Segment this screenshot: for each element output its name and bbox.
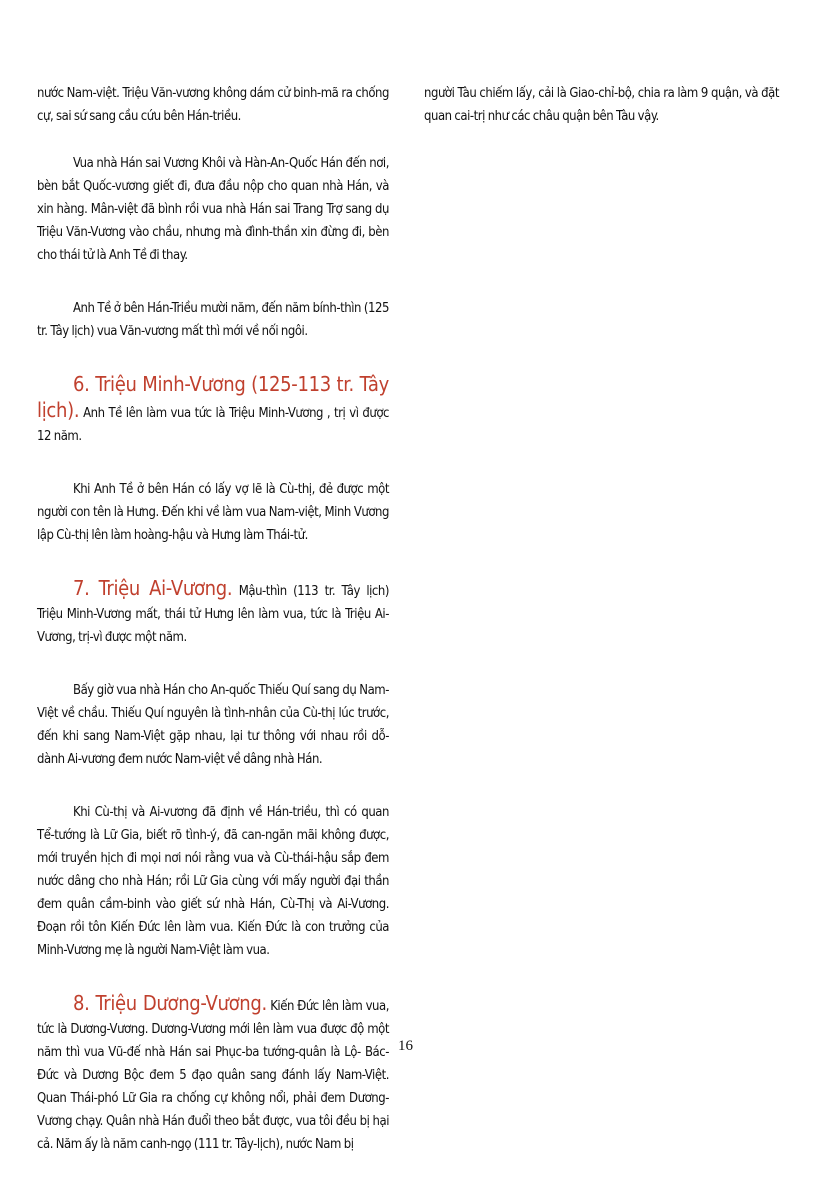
page-number: 16 xyxy=(398,1038,413,1054)
paragraph: Khi Anh Tề ở bên Hán có lấy vợ lẽ là Cù-thị, đẻ được một người con tên là Hưng. Đến khi về làm vua Nam-việt, Minh Vương lập Cù-thị lên làm hoàng-hậu và Hưng làm Thái-tử. xyxy=(37,482,389,543)
paragraph-continuation: nước Nam-việt. Triệu Văn-vương không dám cử binh-mã ra chống cự, sai sứ sang cầu cứu bên Hán-triều. xyxy=(37,86,389,124)
paragraph: Bấy giờ vua nhà Hán cho An-quốc Thiếu Quí sang dụ Nam-Việt về chầu. Thiếu Quí nguyên là tình-nhân của Cù-thị lúc trước, đến khi sang Nam-Việt gặp nhau, lại tư thông với nhau rồi dỗ-dành Ai-vương đem nước Nam-việt về dâng nhà Hán. xyxy=(37,683,389,767)
section-heading-7: 7. Triệu Ai-Vương. xyxy=(73,576,233,600)
section-text-8: Kiến Đức lên làm vua, tức là Dương-Vương. Dương-Vương mới lên làm vua được độ một năm thì vua Vũ-đế nhà Hán sai Phục-ba tướng-quân là Lộ- Bác-Đức và Dương Bộc đem 5 đạo quân sang đánh lấy Nam-Việt. Quan Thái-phó Lữ Gia ra chống cự không nổi, phải đem Dương-Vương chạy. Quân nhà Hán đuổi theo bắt được, vua tôi đều bị hại cả. Năm ấy là năm canh-ngọ (111 tr. Tây-lịch), nước Nam bị xyxy=(37,999,389,1152)
left-column xyxy=(37,82,389,1186)
section-7 xyxy=(37,577,389,649)
section-8 xyxy=(37,992,389,1156)
section-text-7: Mậu-thìn (113 tr. Tây lịch) Triệu Minh-Vương mất, thái tử Hưng lên làm vua, tức là Triệu Ai-Vương, trị-vì được một năm. xyxy=(37,584,389,645)
section-heading-8: 8. Triệu Dương-Vương. xyxy=(73,991,267,1015)
right-column xyxy=(424,82,779,158)
section-heading-6: 6. Triệu Minh-Vương (125-113 tr. Tây lịch). xyxy=(37,372,389,422)
section-text-6: Anh Tề lên làm vua tức là Triệu Minh-Vương , trị vì được 12 năm. xyxy=(37,406,389,444)
paragraph: Anh Tề ở bên Hán-Triều mười năm, đến năm bính-thìn (125 tr. Tây lịch) vua Văn-vương mất thì mới về nối ngôi. xyxy=(37,301,389,339)
paragraph: Vua nhà Hán sai Vương Khôi và Hàn-An-Quốc Hán đến nơi, bèn bắt Quốc-vương giết đi, đưa đầu nộp cho quan nhà Hán, và xin hàng. Mân-việt đã bình rồi vua nhà Hán sai Trang Trợ sang dụ Triệu Văn-Vương vào chầu, nhưng mà đình-thần xin đừng đi, bèn cho thái tử là Anh Tề đi thay. xyxy=(37,156,389,263)
paragraph-continuation: người Tàu chiếm lấy, cải là Giao-chỉ-bộ, chia ra làm 9 quận, và đặt quan cai-trị như các châu quận bên Tàu vậy. xyxy=(424,86,779,124)
section-6 xyxy=(37,373,389,448)
paragraph: Khi Cù-thị và Ai-vương đã định về Hán-triều, thì có quan Tể-tướng là Lữ Gia, biết rõ tình-ý, đã can-ngăn mãi không được, mới truyền hịch đi mọi nơi nói rằng vua và Cù-thái-hậu sắp đem nước dâng cho nhà Hán; rồi Lữ Gia cùng với mấy người đại thần đem quân cầm-binh vào giết sứ nhà Hán, Cù-Thị và Ai-Vương. Đoạn rồi tôn Kiến Đức lên làm vua. Kiến Đức là con trưởng của Minh-Vương mẹ là người Nam-Việt làm vua. xyxy=(37,805,389,958)
